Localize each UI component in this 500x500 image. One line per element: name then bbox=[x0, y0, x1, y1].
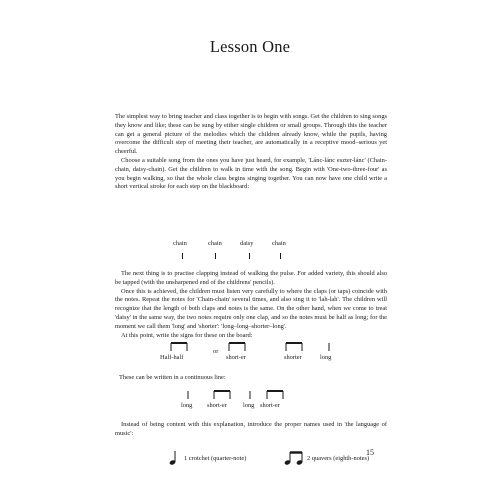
paragraph-clapping: The next thing is to practise clapping instead of walking the pulse. For added variety, this should also be tapped (with the unsharpened end of the childrens' pencils). bbox=[115, 270, 387, 286]
quavers-note-icon bbox=[283, 450, 305, 466]
crotchet-note-icon bbox=[168, 450, 178, 466]
half-half-sign bbox=[170, 342, 190, 352]
long-sign bbox=[187, 390, 191, 400]
lesson-title: Lesson One bbox=[209, 37, 291, 56]
pulse-stroke bbox=[249, 253, 250, 259]
page-number: 15 bbox=[366, 448, 374, 457]
pulse-stroke bbox=[215, 253, 216, 259]
pulse-stroke bbox=[182, 253, 183, 259]
continuous-label: short-er bbox=[207, 402, 227, 409]
daisy-word: daisy bbox=[240, 240, 254, 247]
paragraph-intro: The simplest way to bring teacher and class together is to begin with songs. Get the children to sing songs they know and like; these can be sung by either single children or small groups. Through this the teacher can get a general picture of the melodies which the children already know, while the pupils, having overcome the difficult step of meeting their teacher, are automatically in a receptive mood–serious yet cheerful. bbox=[115, 113, 387, 156]
short-er-sign bbox=[213, 390, 233, 400]
crotchet-label: 1 crotchet (quarter-note) bbox=[184, 455, 247, 462]
short-er-sign bbox=[228, 342, 248, 352]
long-sign bbox=[249, 390, 253, 400]
paragraph-continuous-intro: These can be written in a continuous line: bbox=[119, 374, 226, 381]
chain-word: chain bbox=[208, 240, 222, 247]
pulse-stroke bbox=[280, 253, 281, 259]
body-text-2 bbox=[115, 270, 387, 340]
paragraph-signs-intro: At this point, write the signs for these on the board: bbox=[121, 331, 253, 339]
quavers-label: 2 quavers (eighth-notes) bbox=[307, 455, 370, 462]
paragraph-song-choice: Choose a suitable song from the ones you have just heard, for example, 'Lánc-lánc eszter-lánc' (Chain-chain, daisy-chain). Get the children to walk in time with the song. Begin with 'One-two-three-four' as you begin walking, so that the whole class begins singing together. You can now have one child write a short vertical stroke for each step on the blackboard: bbox=[115, 156, 387, 191]
half-half-label: Half-half bbox=[160, 354, 184, 361]
paragraph-note-names-intro: Instead of being content with this explanation, introduce the proper names used in 'the language of music': bbox=[115, 421, 387, 437]
chain-word: chain bbox=[173, 240, 187, 247]
chain-word: chain bbox=[272, 240, 286, 247]
body-text-3 bbox=[115, 421, 387, 439]
shorter-label: shorter bbox=[284, 354, 302, 361]
paragraph-listening: Once this is achieved, the children must listen very carefully to where the claps (or taps) coincide with the notes. Repeat the notes for 'Chain-chain' several times, and also sing it to 'lah-lah'. The children will recognize that the length of both claps and notes is the same. On the other hand, when we come to treat 'daisy' in the same way, the two notes require only one clap, and so the notes must be half as long; for the moment we call them 'long' and 'shorter': 'long–long–shorter–long'. bbox=[115, 287, 387, 330]
continuous-label: long bbox=[243, 402, 255, 409]
continuous-label: long bbox=[181, 402, 193, 409]
shorter-sign bbox=[285, 342, 305, 352]
or-label: or bbox=[213, 348, 219, 355]
long-label: long bbox=[320, 354, 332, 361]
short-er-label: short-er bbox=[226, 354, 246, 361]
body-text bbox=[115, 113, 387, 192]
short-er-sign bbox=[266, 390, 286, 400]
long-sign bbox=[328, 342, 332, 352]
continuous-label: short-er bbox=[260, 402, 280, 409]
